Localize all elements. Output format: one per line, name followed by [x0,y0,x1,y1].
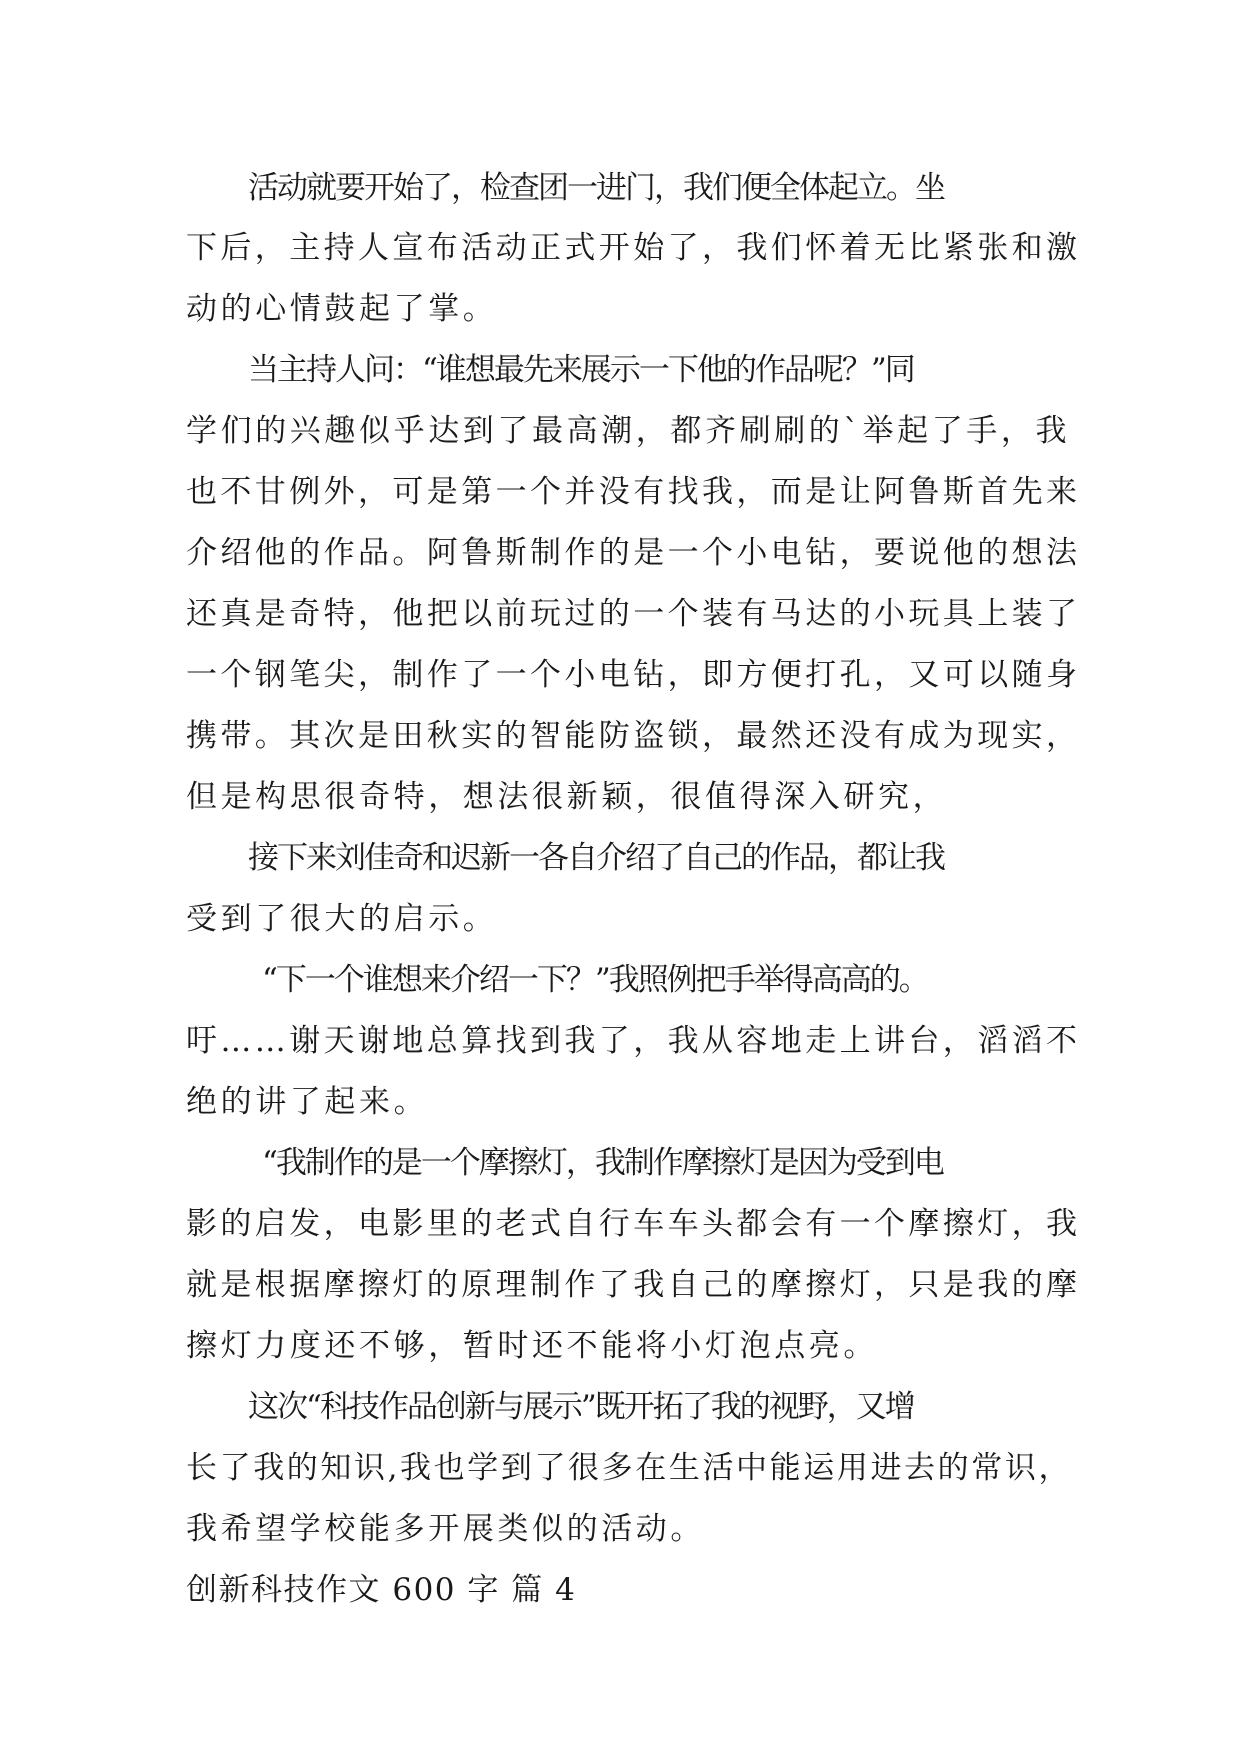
text-line-8: 还真是奇特，他把以前玩过的一个装有马达的小玩具上装了 [186,596,1081,632]
text-line-17: “我制作的是一个摩擦灯，我制作摩擦灯是因为受到电 [262,1145,943,1181]
text-line-3: 动的心情鼓起了掌。 [186,291,498,327]
text-line-5: 学们的兴趣似乎达到了最高潮，都齐刷刷的`举起了手，我 [186,413,1071,449]
section-heading: 创新科技作文 600 字 篇 4 [186,1572,577,1608]
text-line-12: 接下来刘佳奇和迟新一各自介绍了自己的作品，都让我 [248,840,944,876]
text-line-7: 介绍他的作品。阿鲁斯制作的是一个小电钻，要说他的想法 [186,535,1081,571]
text-line-23: 我希望学校能多开展类似的活动。 [186,1511,705,1547]
text-line-6: 也不甘例外，可是第一个并没有找我，而是让阿鲁斯首先来 [186,474,1081,510]
text-line-22: 长了我的知识,我也学到了很多在生活中能运用进去的常识， [186,1450,1073,1486]
text-line-14: “下一个谁想来介绍一下？”我照例把手举得高高的。 [262,962,928,998]
text-line-15: 吁……谢天谢地总算找到我了，我从容地走上讲台，滔滔不 [186,1023,1081,1059]
text-line-16: 绝的讲了起来。 [186,1084,429,1120]
text-line-9: 一个钢笔尖，制作了一个小电钻，即方便打孔，又可以随身 [186,657,1081,693]
text-line-13: 受到了很大的启示。 [186,901,498,937]
text-line-1: 活动就要开始了，检查团一进门，我们便全体起立。坐 [248,170,944,206]
text-line-18: 影的启发，电影里的老式自行车车头都会有一个摩擦灯，我 [186,1206,1081,1242]
text-line-10: 携带。其次是田秋实的智能防盗锁，最然还没有成为现实， [186,718,1081,754]
text-line-20: 擦灯力度还不够，暂时还不能将小灯泡点亮。 [186,1328,878,1364]
text-line-19: 就是根据摩擦灯的原理制作了我自己的摩擦灯，只是我的摩 [186,1267,1081,1303]
text-line-21: 这次“科技作品创新与展示”既开拓了我的视野，又增 [248,1389,914,1425]
text-line-11: 但是构思很奇特，想法很新颖，很值得深入研究， [186,779,948,815]
text-line-2: 下后，主持人宣布活动正式开始了，我们怀着无比紧张和激 [186,230,1081,266]
text-line-4: 当主持人问：“谁想最先来展示一下他的作品呢？”同 [248,352,914,388]
